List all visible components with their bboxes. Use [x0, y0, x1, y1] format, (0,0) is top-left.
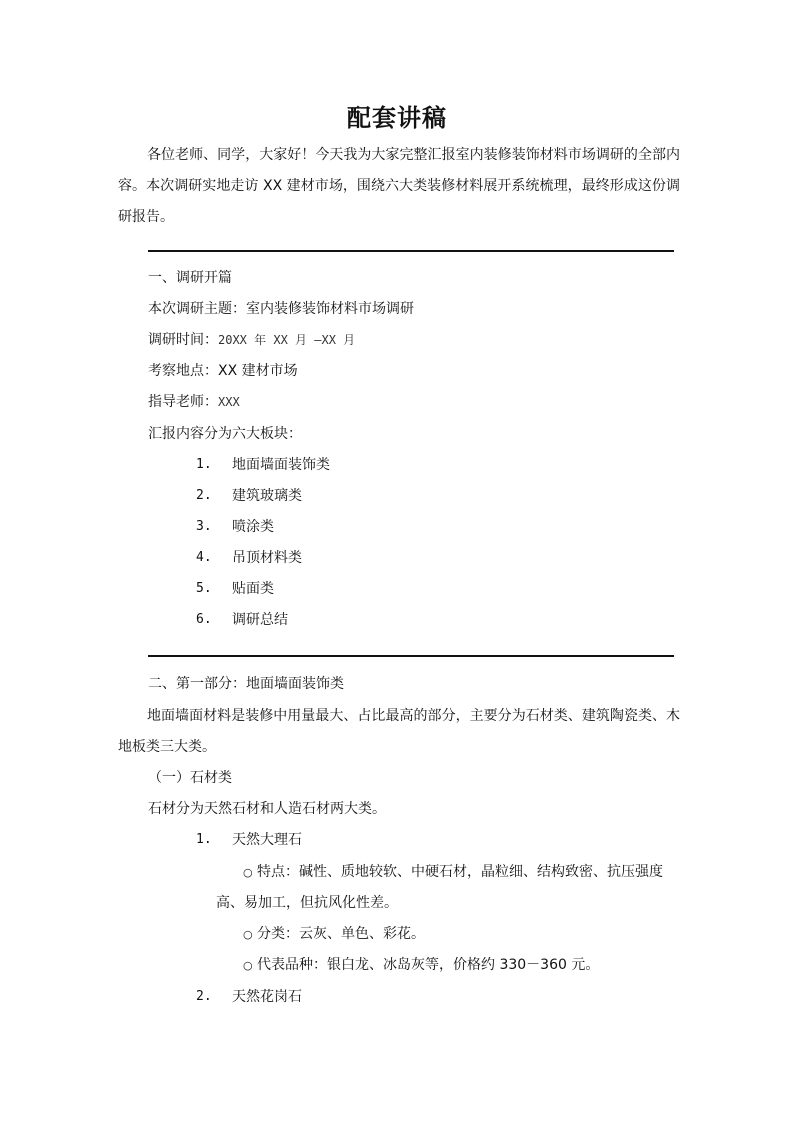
section2-heading: 二、第一部分：地面墙面装饰类: [148, 676, 344, 692]
section-divider: [148, 655, 674, 657]
hollow-bullet-icon: ○: [243, 928, 253, 941]
granite-heading: 天然花岗石: [232, 989, 302, 1005]
intro-paragraph: 各位老师、同学，大家好！今天我为大家完整汇报室内装修装饰材料市场调研的全部内容。本次调研实地走访 XX 建材市场，围绕六大类装修材料展开系统梳理，最终形成这份调研报告。: [118, 147, 680, 225]
list-item-number: 3.: [196, 519, 212, 534]
topic-label: 本次调研主题：: [148, 301, 246, 317]
list-item: 地面墙面装饰类: [232, 457, 330, 473]
place-label: 考察地点：: [148, 363, 218, 379]
teacher-value: XXX: [218, 395, 240, 409]
list-item-number: 6.: [196, 612, 212, 627]
list-item-number: 1.: [196, 457, 212, 472]
marble-products: [216, 950, 670, 981]
marble-feature: [216, 857, 670, 919]
place-line: [148, 360, 298, 382]
section1-heading: 一、调研开篇: [148, 270, 232, 286]
list-item-number: 5.: [196, 581, 212, 596]
list-item-number: 2.: [196, 989, 212, 1004]
list-item: 建筑玻璃类: [232, 488, 302, 504]
topic-value: 室内装修装饰材料市场调研: [246, 301, 414, 317]
list-item: 吊顶材料类: [232, 550, 302, 566]
subsection-intro: 石材分为天然石材和人造石材两大类。: [148, 801, 386, 817]
list-item-number: 4.: [196, 550, 212, 565]
marble-category: [216, 919, 670, 950]
subsection-heading: （一）石材类: [148, 770, 232, 786]
place-value: XX 建材市场: [218, 363, 298, 379]
section2-intro: 地面墙面材料是装修中用量最大、占比最高的部分，主要分为石材类、建筑陶瓷类、木地板类三大类。: [118, 708, 680, 755]
list-item-number: 2.: [196, 488, 212, 503]
document-title: 配套讲稿: [347, 103, 447, 132]
content-intro: 汇报内容分为六大板块：: [148, 426, 302, 442]
marble-feature-text: 特点：碱性、质地较软、中硬石材，晶粒细、结构致密、抗压强度高、易加工，但抗风化性差。: [216, 864, 663, 911]
hollow-bullet-icon: ○: [243, 959, 253, 972]
marble-products-text: 代表品种：银白龙、冰岛灰等，价格约 330－360 元。: [257, 957, 600, 973]
list-item: 贴面类: [232, 581, 274, 597]
time-line: [148, 329, 355, 351]
teacher-label: 指导老师：: [148, 394, 218, 410]
list-item: 调研总结: [232, 612, 288, 628]
list-item-number: 1.: [196, 832, 212, 847]
marble-heading: 天然大理石: [232, 832, 302, 848]
time-label: 调研时间：: [148, 332, 218, 348]
time-value: 20XX 年 XX 月 —XX 月: [218, 333, 356, 347]
hollow-bullet-icon: ○: [243, 866, 253, 879]
teacher-line: [148, 391, 240, 413]
section-divider: [148, 250, 674, 252]
marble-category-text: 分类：云灰、单色、彩花。: [257, 926, 425, 942]
topic-line: [148, 298, 414, 320]
list-item: 喷涂类: [232, 519, 274, 535]
